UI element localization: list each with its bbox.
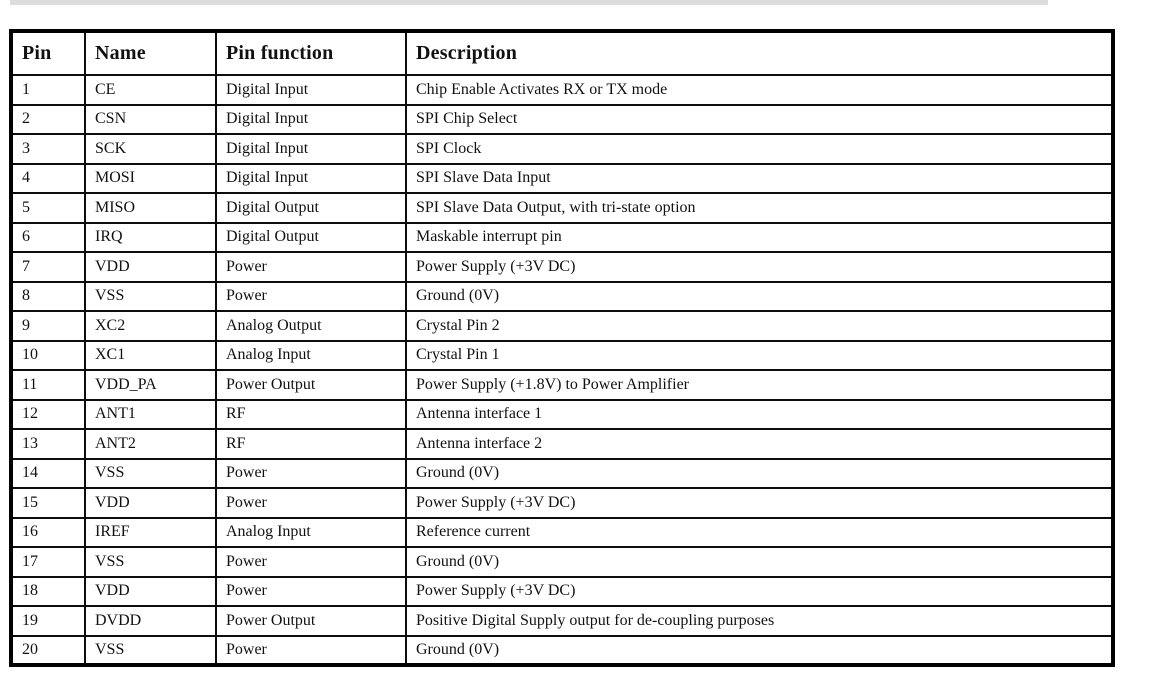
table-cell-function: Power xyxy=(216,636,406,666)
table-row xyxy=(11,547,1113,577)
table-cell-name: IREF xyxy=(85,518,216,548)
table-cell-pin: 11 xyxy=(11,370,85,400)
table-row xyxy=(11,636,1113,666)
table-cell-description: Ground (0V) xyxy=(406,547,1113,577)
table-cell-function: Digital Input xyxy=(216,164,406,194)
scan-edge-artifact xyxy=(10,0,1048,5)
table-cell-description: Chip Enable Activates RX or TX mode xyxy=(406,75,1113,105)
table-cell-description: Ground (0V) xyxy=(406,282,1113,312)
table-cell-function: Power xyxy=(216,577,406,607)
table-cell-function: Analog Output xyxy=(216,311,406,341)
table-cell-function: Power xyxy=(216,459,406,489)
table-row xyxy=(11,252,1113,282)
table-cell-description: SPI Chip Select xyxy=(406,105,1113,135)
table-cell-function: Digital Input xyxy=(216,134,406,164)
table-cell-pin: 2 xyxy=(11,105,85,135)
table-cell-description: Antenna interface 1 xyxy=(406,400,1113,430)
table-cell-pin: 14 xyxy=(11,459,85,489)
table-cell-name: VSS xyxy=(85,459,216,489)
table-cell-description: Power Supply (+3V DC) xyxy=(406,252,1113,282)
table-cell-pin: 10 xyxy=(11,341,85,371)
table-cell-function: Power xyxy=(216,282,406,312)
table-cell-function: Digital Input xyxy=(216,75,406,105)
table-cell-description: Power Supply (+3V DC) xyxy=(406,577,1113,607)
table-cell-description: Crystal Pin 2 xyxy=(406,311,1113,341)
table-cell-name: VSS xyxy=(85,282,216,312)
column-header-name: Name xyxy=(85,31,216,75)
table-cell-function: Analog Input xyxy=(216,341,406,371)
table-cell-name: XC1 xyxy=(85,341,216,371)
table-cell-name: VSS xyxy=(85,636,216,666)
column-header-function: Pin function xyxy=(216,31,406,75)
table-cell-description: Power Supply (+1.8V) to Power Amplifier xyxy=(406,370,1113,400)
table-row xyxy=(11,577,1113,607)
table-cell-name: VDD xyxy=(85,488,216,518)
column-header-description: Description xyxy=(406,31,1113,75)
table-cell-name: VSS xyxy=(85,547,216,577)
table-cell-pin: 16 xyxy=(11,518,85,548)
table-cell-name: ANT1 xyxy=(85,400,216,430)
table-cell-pin: 19 xyxy=(11,606,85,636)
table-cell-function: RF xyxy=(216,429,406,459)
table-cell-pin: 8 xyxy=(11,282,85,312)
table-cell-function: Power xyxy=(216,252,406,282)
table-cell-description: Crystal Pin 1 xyxy=(406,341,1113,371)
pin-table-body xyxy=(11,75,1113,665)
table-row xyxy=(11,105,1113,135)
table-row xyxy=(11,282,1113,312)
table-cell-function: RF xyxy=(216,400,406,430)
table-cell-name: DVDD xyxy=(85,606,216,636)
table-cell-name: SCK xyxy=(85,134,216,164)
table-cell-description: Reference current xyxy=(406,518,1113,548)
table-row xyxy=(11,518,1113,548)
table-row xyxy=(11,370,1113,400)
table-cell-function: Digital Output xyxy=(216,193,406,223)
table-row xyxy=(11,606,1113,636)
table-cell-function: Digital Input xyxy=(216,105,406,135)
table-row xyxy=(11,459,1113,489)
table-cell-name: MISO xyxy=(85,193,216,223)
table-cell-function: Power xyxy=(216,488,406,518)
table-cell-function: Digital Output xyxy=(216,223,406,253)
table-cell-pin: 18 xyxy=(11,577,85,607)
table-cell-pin: 1 xyxy=(11,75,85,105)
table-cell-description: SPI Slave Data Output, with tri-state option xyxy=(406,193,1113,223)
table-cell-name: CSN xyxy=(85,105,216,135)
table-cell-pin: 20 xyxy=(11,636,85,666)
table-cell-pin: 9 xyxy=(11,311,85,341)
table-row xyxy=(11,134,1113,164)
column-header-pin: Pin xyxy=(11,31,85,75)
table-cell-function: Power xyxy=(216,547,406,577)
table-cell-function: Power Output xyxy=(216,370,406,400)
table-cell-pin: 13 xyxy=(11,429,85,459)
table-cell-description: Power Supply (+3V DC) xyxy=(406,488,1113,518)
table-cell-pin: 17 xyxy=(11,547,85,577)
table-row xyxy=(11,400,1113,430)
table-row xyxy=(11,223,1113,253)
table-cell-description: Positive Digital Supply output for de-coupling purposes xyxy=(406,606,1113,636)
table-row xyxy=(11,341,1113,371)
table-row xyxy=(11,311,1113,341)
table-cell-name: ANT2 xyxy=(85,429,216,459)
table-cell-description: SPI Clock xyxy=(406,134,1113,164)
table-cell-name: VDD xyxy=(85,577,216,607)
table-cell-function: Analog Input xyxy=(216,518,406,548)
table-row xyxy=(11,193,1113,223)
table-cell-name: CE xyxy=(85,75,216,105)
table-cell-pin: 15 xyxy=(11,488,85,518)
table-row xyxy=(11,75,1113,105)
table-row xyxy=(11,164,1113,194)
table-cell-description: SPI Slave Data Input xyxy=(406,164,1113,194)
table-cell-name: MOSI xyxy=(85,164,216,194)
table-row xyxy=(11,488,1113,518)
table-cell-pin: 5 xyxy=(11,193,85,223)
pin-table-header xyxy=(11,31,1113,75)
table-cell-description: Maskable interrupt pin xyxy=(406,223,1113,253)
table-cell-description: Antenna interface 2 xyxy=(406,429,1113,459)
table-cell-function: Power Output xyxy=(216,606,406,636)
table-cell-pin: 6 xyxy=(11,223,85,253)
table-cell-description: Ground (0V) xyxy=(406,459,1113,489)
table-cell-pin: 12 xyxy=(11,400,85,430)
pin-description-table xyxy=(9,29,1115,667)
table-cell-pin: 3 xyxy=(11,134,85,164)
table-cell-name: VDD xyxy=(85,252,216,282)
table-cell-pin: 7 xyxy=(11,252,85,282)
table-cell-name: VDD_PA xyxy=(85,370,216,400)
table-cell-description: Ground (0V) xyxy=(406,636,1113,666)
table-cell-name: XC2 xyxy=(85,311,216,341)
table-cell-pin: 4 xyxy=(11,164,85,194)
table-row xyxy=(11,429,1113,459)
header-row xyxy=(11,31,1113,75)
table-cell-name: IRQ xyxy=(85,223,216,253)
